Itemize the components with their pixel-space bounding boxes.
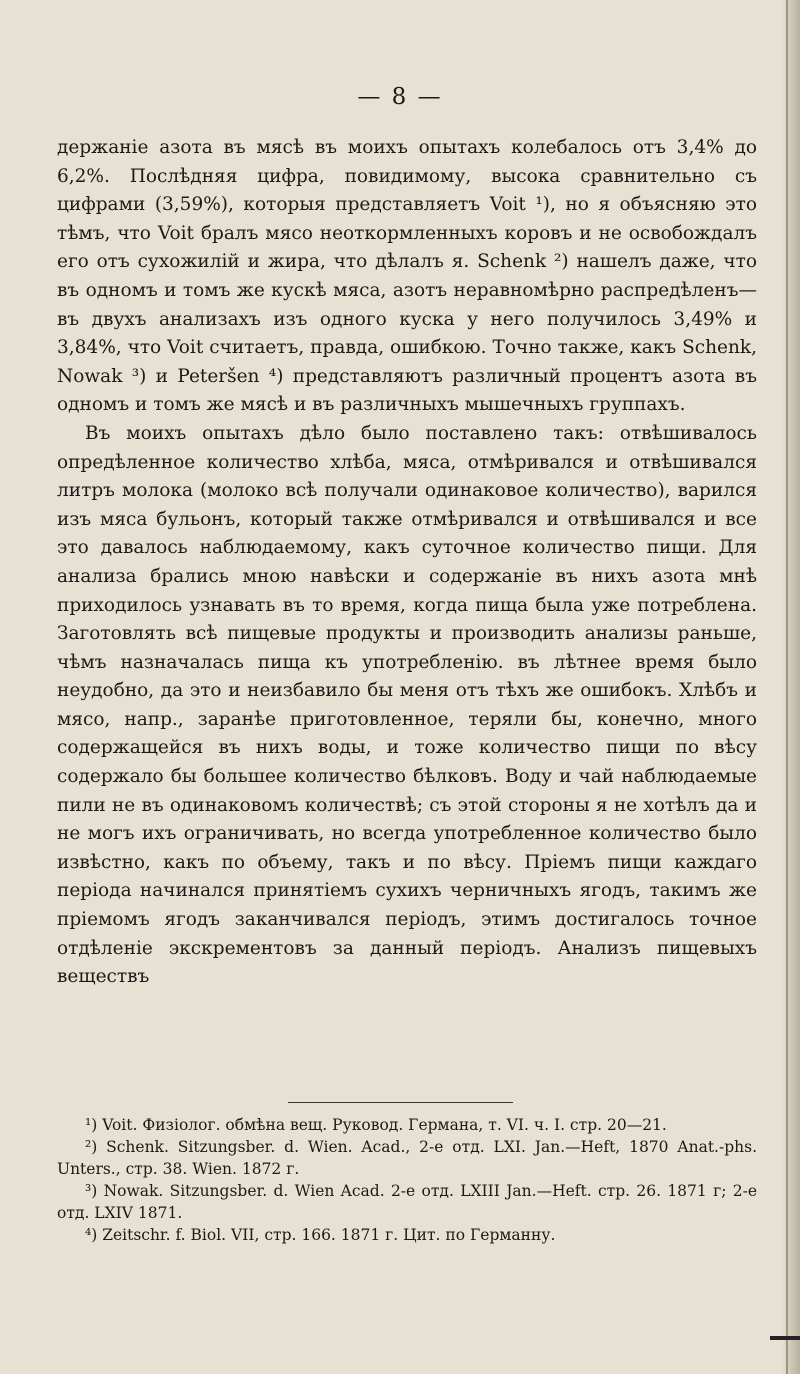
page-edge-line [786, 0, 788, 1374]
footnote-1: ¹) Voit. Физіолог. обмѣна вещ. Руковод. Германа, т. VI. ч. I. стр. 20—21. [85, 1116, 667, 1134]
footnote-divider [288, 1102, 513, 1103]
footnote-4: ⁴) Zeitschr. f. Biol. VII, стр. 166. 1871 г. Цит. по Германну. [85, 1226, 556, 1244]
page-edge-shadow [782, 0, 800, 1374]
footnotes [57, 1114, 757, 1246]
footnote-3: ³) Nowak. Sitzungsber. d. Wien Acad. 2-е отд. LXIII Jan.—Heft. стр. 26. 1871 г; 2-е отд. LXIV 1871. [57, 1182, 757, 1222]
paragraph-2: Въ моихъ опытахъ дѣло было поставлено такъ: отвѣшивалось опредѣленное количество хлѣба, мяса, отмѣривался и отвѣшивался литръ молока (молоко всѣ получали одинаковое количество), варился изъ мяса бульонъ, который также отмѣривался и отвѣшивался и все это давалось наблюдаемому, какъ суточное количество пищи. Для анализа брались мною навѣски и содержаніе въ нихъ азота мнѣ приходилось узнавать въ то время, когда пища была уже потреблена. Заготовлять всѣ пищевые продукты и производить анализы раньше, чѣмъ назначалась пища къ употребленію. въ лѣтнее время было неудобно, да это и неизбавило бы меня отъ тѣхъ же ошибокъ. Хлѣбъ и мясо, напр., заранѣе приготовленное, теряли бы, конечно, много содержащейся въ нихъ воды, и тоже количество пищи по вѣсу содержало бы большее количество бѣлковъ. Воду и чай наблюдаемые пили не въ одинаковомъ количествѣ; съ этой стороны я не хотѣлъ да и не могъ ихъ ограничивать, но всегда употребленное количество было извѣстно, какъ по объему, такъ и по вѣсу. Пріемъ пищи каждаго періода начинался принятіемъ сухихъ черничныхъ ягодъ, такимъ же пріемомъ ягодъ заканчивался періодъ, этимъ достигалось точное отдѣленіе экскрементовъ за данный періодъ. Анализъ пищевыхъ веществъ [57, 422, 757, 988]
body-text [57, 134, 757, 992]
footnote-2: ²) Schenk. Sitzungsber. d. Wien. Acad., 2-е отд. LXI. Jan.—Heft, 1870 Anat.-phs. Unters., стр. 38. Wien. 1872 г. [57, 1138, 757, 1178]
binding-mark [770, 1336, 800, 1340]
page-number: — 8 — [357, 84, 443, 110]
paragraph-1: держаніе азота въ мясѣ въ моихъ опытахъ колебалось отъ 3,4% до 6,2%. Послѣдняя цифра, повидимому, высока сравнительно съ цифрами (3,59%), которыя представляетъ Voit ¹), но я объясняю это тѣмъ, что Voit бралъ мясо неоткормленныхъ коровъ и не освобождалъ его отъ сухожилій и жира, что дѣлалъ я. Schenk ²) нашелъ даже, что въ одномъ и томъ же кускѣ мяса, азотъ неравномѣрно распредѣленъ—въ двухъ анализахъ изъ одного куска у него получилось 3,49% и 3,84%, что Voit считаетъ, правда, ошибкою. Точно также, какъ Schenk, Nowak ³) и Peteršen ⁴) представляютъ различный процентъ азота въ одномъ и томъ же мясѣ и въ различныхъ мышечныхъ группахъ. [57, 137, 757, 416]
